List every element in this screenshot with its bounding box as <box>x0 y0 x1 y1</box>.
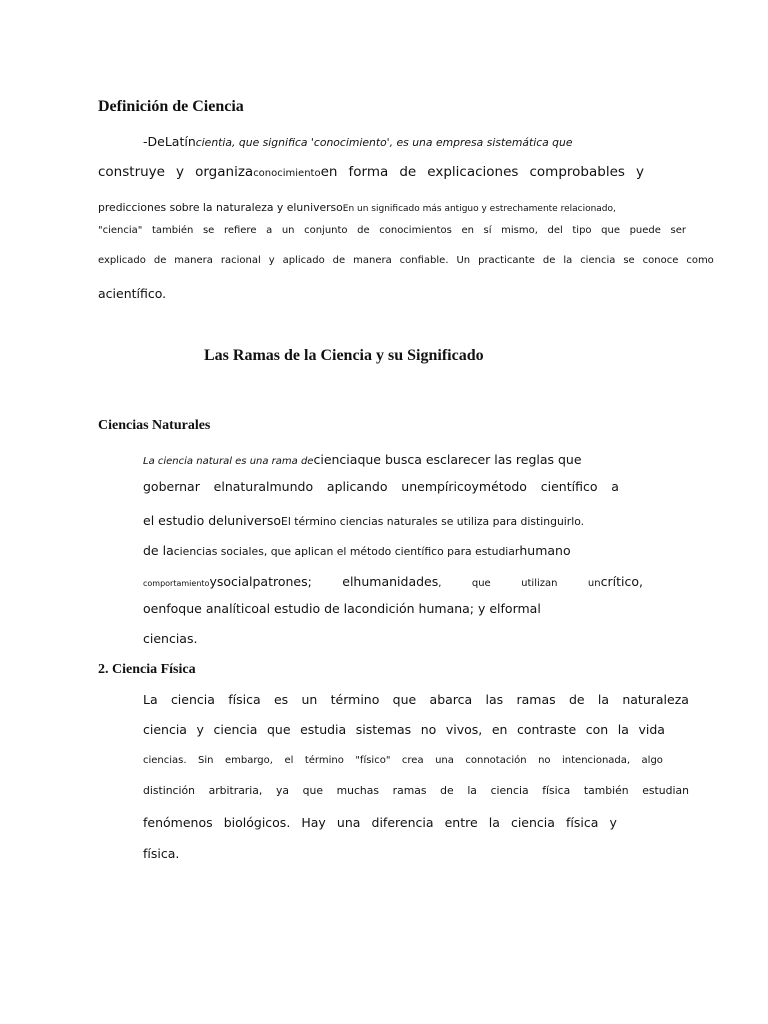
s2-word: embargo, <box>225 755 273 766</box>
s2-word: ciencia <box>510 815 555 830</box>
s1-line-3-part-a: el estudio deluniverso <box>143 513 281 528</box>
s1-word: científico <box>540 479 598 494</box>
s1-line-7: ciencias. <box>143 631 198 646</box>
s1-line-1-part-a: La ciencia natural es una rama de <box>143 456 314 467</box>
section-title: Las Ramas de la Ciencia y su Significado <box>204 347 484 364</box>
s1-word <box>342 573 441 589</box>
s1-word: gobernar <box>143 479 200 494</box>
s1-word: unempíricoymétodo <box>401 479 527 494</box>
s2-word: y <box>609 815 617 830</box>
s2-word: también <box>583 784 629 797</box>
intro-word: sí <box>483 225 492 236</box>
s1-line-4-part-b: ciencias sociales <box>173 545 264 558</box>
intro-word-part: organiza <box>195 164 254 180</box>
intro-word: explicaciones <box>427 164 519 180</box>
s2-word: muchas <box>336 784 380 797</box>
page-title: Definición de Ciencia <box>98 98 244 115</box>
s2-word: física <box>228 692 261 707</box>
intro-word-part: en <box>320 164 338 180</box>
intro-word: del <box>547 225 563 236</box>
intro-word: y <box>176 164 185 180</box>
s2-word: el <box>284 755 294 766</box>
intro-word: practicante <box>478 255 535 266</box>
s2-word: algo <box>641 755 663 766</box>
s2-word: contraste <box>516 722 577 737</box>
s2-word: física <box>542 784 571 797</box>
intro-word: conoce <box>642 255 679 266</box>
s2-word: de <box>568 692 585 707</box>
s2-word: física <box>566 815 599 830</box>
intro-line-5 <box>98 256 714 266</box>
intro-word: de <box>357 225 370 236</box>
s2-word: ciencia <box>143 722 187 737</box>
s2-word: y <box>196 722 204 737</box>
s2-line-6: física. <box>143 846 180 861</box>
intro-word: manera <box>353 255 392 266</box>
s1-word <box>588 573 643 589</box>
intro-word: racional <box>220 255 261 266</box>
intro-word: la <box>563 255 573 266</box>
intro-word <box>195 166 337 180</box>
s1-word: elnaturalmundo <box>213 479 314 494</box>
intro-line-6: acientífico. <box>98 286 167 301</box>
intro-word: conocimientos <box>379 225 452 236</box>
s2-word: arbitraria, <box>208 784 263 797</box>
s2-word: la <box>488 815 500 830</box>
intro-line-1 <box>143 136 573 149</box>
s1-word-part: elhumanidades <box>342 574 439 589</box>
s2-word: un <box>301 692 318 707</box>
s2-word: no <box>538 755 551 766</box>
intro-word: a <box>266 225 273 236</box>
s2-word: intencionada, <box>562 755 631 766</box>
intro-line-3-part-b: En un significado más antiguo y estrechamente relacionado, <box>342 204 616 214</box>
s2-word: con <box>585 722 609 737</box>
intro-word: se <box>623 255 635 266</box>
s1-line-1-part-b: ciencia <box>313 452 358 467</box>
s2-line-3 <box>143 756 663 766</box>
s2-word: La <box>143 692 158 707</box>
s2-word: crea <box>401 755 424 766</box>
s2-word: estudia <box>300 722 347 737</box>
s2-word: estudian <box>642 784 689 797</box>
intro-word: forma <box>348 164 389 180</box>
intro-word: y <box>268 255 275 266</box>
intro-word: Un <box>456 255 471 266</box>
s2-word: que <box>302 784 323 797</box>
s2-word: ciencia <box>170 692 215 707</box>
s1-word-small: , <box>438 578 442 589</box>
s2-word: abarca <box>429 692 473 707</box>
s1-word: que <box>471 578 491 589</box>
intro-word: un <box>281 225 295 236</box>
s2-word: la <box>597 692 610 707</box>
s2-word: naturaleza <box>622 692 689 707</box>
intro-word: confiable. <box>399 255 449 266</box>
s2-line-2 <box>143 724 665 737</box>
intro-word: en <box>461 225 474 236</box>
intro-word: comprobables <box>529 164 625 180</box>
s2-word: no <box>420 722 437 737</box>
s1-line-2 <box>143 481 619 494</box>
s1-line-5 <box>143 573 643 589</box>
s2-word: ciencias. <box>143 755 187 766</box>
intro-line-1-part-b: cientia, que significa 'conocimiento', es una empresa sistemática que <box>195 136 573 149</box>
s2-word: término <box>304 755 344 766</box>
s2-word: "físico" <box>355 755 391 766</box>
intro-word: refiere <box>223 225 257 236</box>
s1-line-3 <box>143 512 584 528</box>
s2-word: término <box>330 692 380 707</box>
s1-word <box>143 573 312 589</box>
intro-word: construye <box>98 164 165 180</box>
s2-word: ciencia <box>490 784 529 797</box>
s2-word: sistemas <box>355 722 412 737</box>
s2-line-1 <box>143 694 689 707</box>
s2-word: entre <box>444 815 478 830</box>
ciencia-fisica-heading: 2. Ciencia Física <box>98 662 196 677</box>
s2-line-5 <box>143 817 617 830</box>
intro-word: de <box>542 255 556 266</box>
intro-word: manera <box>174 255 213 266</box>
s1-line-6: oenfoque analíticoal estudio de lacondición humana; y elformal <box>143 601 541 616</box>
s2-word: una <box>435 755 454 766</box>
s1-word-part: crítico, <box>600 574 643 589</box>
intro-word-small: conocimiento <box>253 168 321 179</box>
s2-word: ya <box>275 784 289 797</box>
intro-word: aplicado <box>282 255 325 266</box>
s2-word: vida <box>638 722 665 737</box>
intro-word: y <box>635 164 644 180</box>
s2-word: es <box>273 692 289 707</box>
intro-word: como <box>686 255 714 266</box>
intro-line-3-part-a: predicciones sobre la naturaleza y eluniverso <box>98 201 343 214</box>
s1-word-part: ysocialpatrones; <box>209 574 312 589</box>
intro-word: de <box>153 255 167 266</box>
s2-line-4 <box>143 786 689 797</box>
s2-word: connotación <box>465 755 527 766</box>
intro-word: conjunto <box>304 225 348 236</box>
intro-line-2 <box>98 166 644 180</box>
s2-word: la <box>617 722 629 737</box>
s2-word: biológicos. <box>223 815 291 830</box>
intro-line-1-part-a: -DeLatín <box>143 134 196 149</box>
s2-word: las <box>485 692 504 707</box>
intro-word: de <box>399 164 417 180</box>
s1-line-4-part-d: humano <box>519 543 571 558</box>
s2-word: ciencia <box>213 722 258 737</box>
s2-word: que <box>392 692 417 707</box>
s2-word: distinción <box>143 784 195 797</box>
intro-line-4 <box>98 226 686 236</box>
s1-word: a <box>611 479 619 494</box>
intro-line-3 <box>98 198 616 214</box>
intro-word: puede <box>629 225 661 236</box>
s2-word: en <box>491 722 508 737</box>
intro-word: que <box>601 225 620 236</box>
s1-line-4-part-c: , que aplican el método científico para estudiar <box>263 545 520 558</box>
intro-word: ser <box>670 225 686 236</box>
s2-word: ramas <box>392 784 427 797</box>
s1-word: utilizan <box>521 578 558 589</box>
s1-line-1-part-c: que busca esclarecer las reglas que <box>357 452 582 467</box>
s2-word: vivos, <box>445 722 483 737</box>
intro-word: también <box>151 225 194 236</box>
s2-word: Sin <box>198 755 214 766</box>
s2-word: diferencia <box>371 815 434 830</box>
s2-word: la <box>467 784 477 797</box>
s2-word: fenómenos <box>143 815 213 830</box>
ciencias-naturales-heading: Ciencias Naturales <box>98 418 211 433</box>
intro-word: explicado <box>98 255 146 266</box>
s2-word: de <box>440 784 454 797</box>
s2-word: Hay <box>301 815 326 830</box>
s2-word: una <box>336 815 361 830</box>
intro-word: tipo <box>572 225 592 236</box>
s1-word-small: un <box>587 578 601 589</box>
intro-word: mismo, <box>501 225 538 236</box>
s2-word: que <box>266 722 291 737</box>
s1-word: aplicando <box>326 479 388 494</box>
s1-line-4 <box>143 542 571 558</box>
s2-word: ramas <box>516 692 556 707</box>
intro-word: "ciencia" <box>98 225 143 236</box>
s1-line-4-part-a: de la <box>143 543 174 558</box>
s1-word-small: comportamiento <box>143 579 210 588</box>
s1-line-1 <box>143 451 582 467</box>
intro-word: ciencia <box>580 255 616 266</box>
s1-line-3-part-b: El término ciencias naturales se utiliza para distinguirlo. <box>281 515 585 528</box>
intro-word: se <box>202 225 215 236</box>
intro-word: de <box>332 255 346 266</box>
